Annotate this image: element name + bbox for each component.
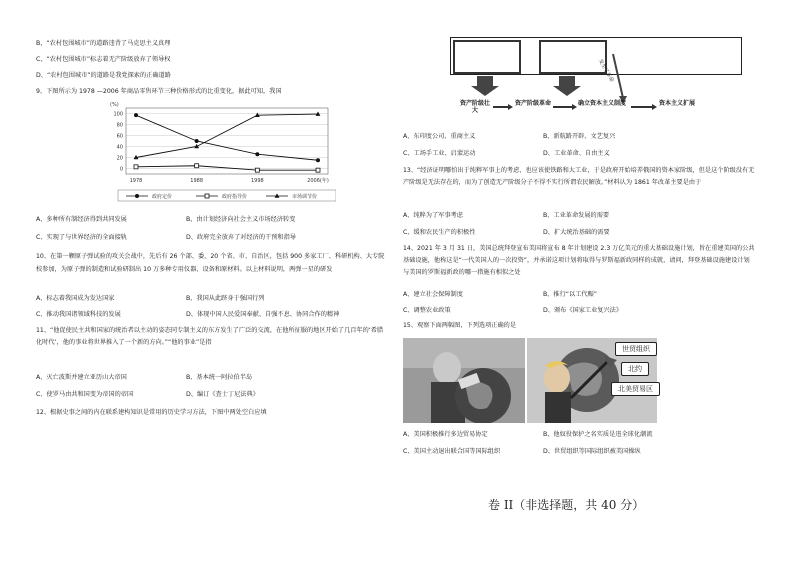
y-tick-label: 20 [116, 155, 123, 162]
q12-stem: 12、根据史事之间的内在联系建构知识是常用的历史学习方法，下图中两处空白应填 [36, 409, 267, 416]
legend-label: 市场调节价 [292, 194, 318, 200]
q13-option-a: A、纯粹为了军事考虑 [403, 212, 463, 219]
right-column [403, 0, 763, 561]
flow-arrow-1 [493, 106, 509, 108]
q12-option-b: B、新航路开辟、文艺复兴 [543, 133, 616, 140]
data-point [134, 165, 138, 169]
q14-option-a: A、建立社会保障制度 [403, 291, 463, 298]
q10-option-b: B、我国从此跻身于强国行列 [186, 295, 265, 302]
q9-option-b: B、由计划经济向社会主义市场经济转变 [186, 216, 296, 223]
x-tick-label: 2006(年) [307, 178, 329, 184]
section-2-title: 卷 II（非选择题，共 40 分） [488, 498, 645, 512]
data-point [134, 113, 138, 117]
flow-arrow-3 [631, 106, 653, 108]
q13-stem: 13、“经济证明哪怕出于纯粹军事上的考虑，也应该使铁路和大工业，于是政府开始培养俄国的资本家阶级，但是这个阶级没有无产阶级是无法存在的，而为了创造无产阶级分子不得不实行所谓农民解放。”材料认为 1861 年改革主要是由于 [403, 167, 755, 186]
cartoon-left-drawing [403, 338, 525, 423]
flow-arrows [453, 40, 723, 130]
series-line [136, 115, 318, 160]
q15-option-b: B、他奴役保护之名实质是违全球化潮流 [543, 431, 653, 438]
data-point [316, 168, 320, 172]
q9-option-d: D、政府完全放弃了对经济的干预和指导 [186, 234, 296, 241]
q13-option-b: B、工业革命发展的需要 [543, 212, 610, 219]
q15-option-d: D、世贸组织等国际组织被美国操纵 [543, 448, 641, 455]
y-tick-label: 80 [116, 122, 123, 129]
data-point [316, 158, 320, 162]
chart-axes [126, 108, 328, 174]
q8-option-b: B、“农村包围城市”的道路违背了马克思主义真理 [36, 40, 171, 47]
q10-option-a: A、标志着我国成为发达国家 [36, 295, 115, 302]
q8-option-c: C、“农村包围城市”标志着无产阶级放弃了领导权 [36, 56, 171, 63]
flow-arrow-2 [553, 106, 573, 108]
q12-option-c: C、工场手工业、启蒙运动 [403, 150, 476, 157]
y-tick-label: 40 [116, 144, 123, 151]
q9-option-c: C、实现了与世界经济的全面接轨 [36, 234, 127, 241]
q14-option-b: B、推行“以工代赈” [543, 291, 597, 298]
flow-label-4: 资本主义扩展 [658, 100, 695, 107]
chart-series [134, 111, 321, 172]
flow-arrow-note: 发生了革命 [596, 58, 615, 84]
q14-option-d: D、颁布《国家工业复兴法》 [543, 307, 623, 314]
q14-option-c: C、调整农业政策 [403, 307, 451, 314]
legend-label: 政府指导价 [222, 194, 248, 200]
data-point [255, 168, 259, 172]
chart-legend [118, 190, 336, 201]
q9-stem: 9、下图所示为 1978 —2006 年商品零售环节三种价格形式的比重变化，据此可知，我国 [36, 88, 282, 95]
q15-option-a: A、美国积极推行多边贸易协定 [403, 431, 488, 438]
q13-option-c: C、缓和农民生产的积极性 [403, 229, 476, 236]
y-unit-label: (%) [110, 102, 119, 108]
q15-stem: 15、观察下面两幅图，下列选项正确的是 [403, 322, 517, 329]
left-column [36, 0, 406, 561]
cartoon-tag-nafta: 北美贸易区 [611, 382, 660, 396]
price-share-chart [96, 98, 336, 208]
flow-label-1: 资产阶级壮大 [459, 100, 490, 114]
q11-option-d: D、编订《查士丁尼法典》 [186, 391, 259, 398]
data-point [195, 139, 199, 143]
q8-option-d: D、“农村包围城市”的道路是我党探索的正确道路 [36, 72, 171, 79]
x-tick-label: 1978 [129, 178, 143, 184]
cartoon-image-left [403, 338, 525, 423]
q15-option-c: C、美国主动退出联合国等国际组织 [403, 448, 501, 455]
q13-option-d: D、扩大统治基础的需要 [543, 229, 610, 236]
data-point [205, 194, 209, 198]
series-line [136, 114, 318, 157]
q10-stem: 10、在第一颗原子弹试验的攻关会战中，先后有 26 个部、委，20 个省、市、自治区，包括 900 多家工厂、科研机构、大专院校参加，为原子弹的制造和试验研制出 10 万多种专用仪器、设备和原材料。以上材料说明，两弹一星的研发 [36, 253, 385, 273]
data-point [135, 194, 139, 198]
x-tick-label: 1998 [250, 178, 264, 184]
cartoon-tag-wto: 世贸组织 [615, 342, 657, 356]
flow-label-3: 确立资本主义制度 [577, 100, 626, 107]
data-point [195, 164, 199, 168]
legend-label: 政府定价 [152, 194, 173, 200]
q11-option-c: C、使罗马由共和国变为帝国的帝国 [36, 391, 134, 398]
plot-frame [126, 108, 328, 174]
chart-grid [126, 114, 328, 169]
y-tick-label: 0 [119, 166, 123, 173]
x-tick-label: 1988 [190, 178, 204, 184]
q11-stem: 11、“他促使民主共和国家的统治者以主动的姿态同专制主义的东方发生了广泛的交流，在他所征服的地区开始了几百年的‘希腊化时代’，他的事业将世界推入了一个新的方向。”“他的事业”是指 [36, 327, 384, 346]
flow-label-2: 资产阶级革命 [515, 100, 552, 107]
y-tick-label: 60 [116, 133, 123, 140]
series-line [136, 166, 318, 170]
q12-flow-diagram [453, 40, 713, 130]
q14-stem: 14、2021 年 3 月 31 日，美国总统拜登宣布美国将宣布 8 年计划建设 2.3 万亿美元的重大基础设施计划，旨在重建美国的公共基础设施，他称这是“一代美国人的一次投资”，并承诺这项计划将取得与罗斯福新政同样的成就，请问，拜登基础设施建设计划与美国的罗斯福新政的哪一措施有相似之处 [403, 245, 755, 276]
q12-option-d: D、工业革命、自由主义 [543, 150, 610, 157]
q10-option-d: D、体现中国人民爱国奉献、自强不息、协同合作的精神 [186, 311, 340, 318]
q12-option-a: A、东印度公司、重商主义 [403, 133, 476, 140]
y-tick-label: 100 [113, 111, 123, 118]
q10-option-c: C、推动我国诸领域科技的发展 [36, 311, 121, 318]
cartoon-tag-nato: 北约 [621, 362, 649, 376]
q11-option-b: B、基本统一阿拉伯半岛 [186, 374, 253, 381]
q9-option-a: A、多种所有制经济得到共同发展 [36, 216, 127, 223]
q11-option-a: A、灭亡波斯并建立亚历山大帝国 [36, 374, 127, 381]
data-point [255, 152, 259, 156]
